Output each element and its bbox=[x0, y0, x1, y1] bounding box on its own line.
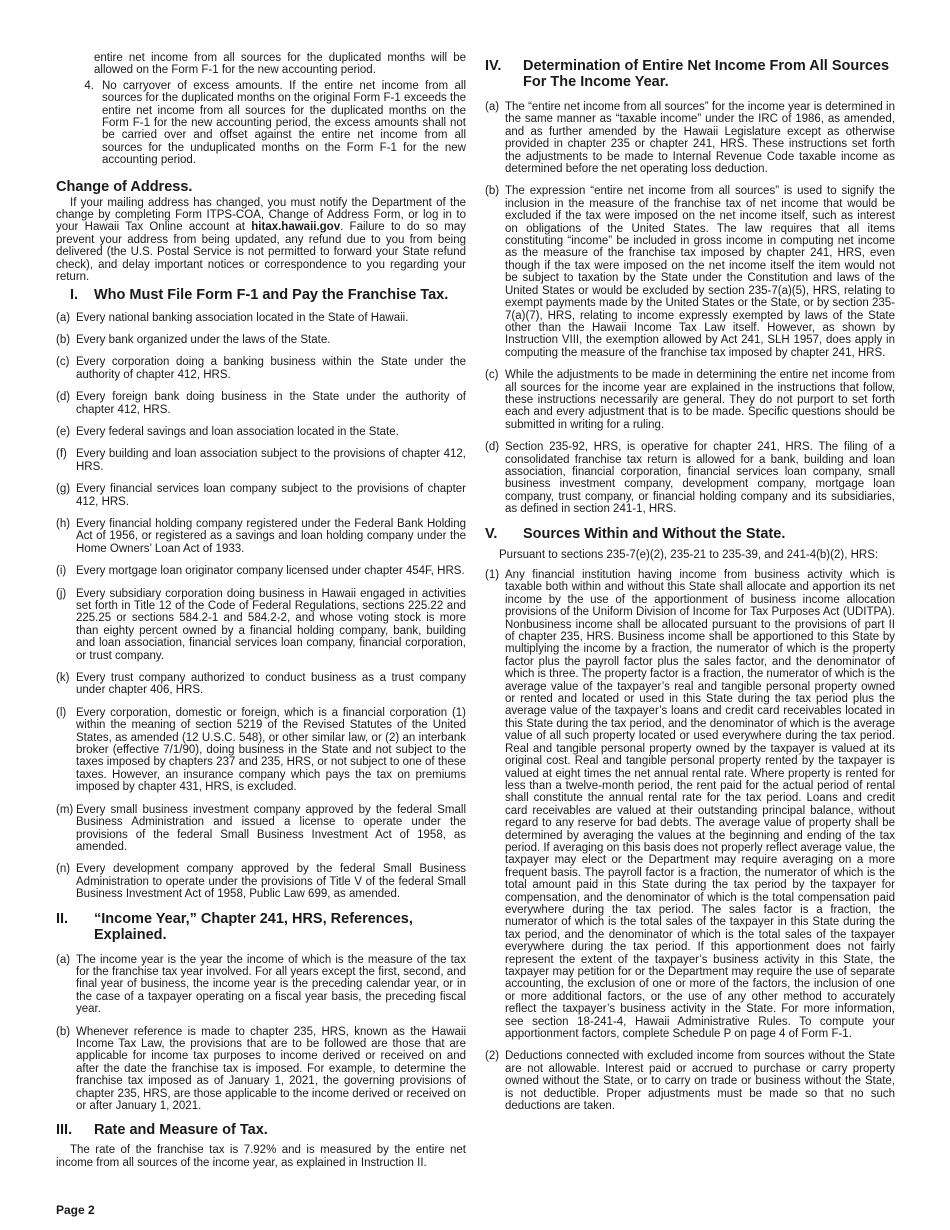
list-item bbox=[56, 356, 466, 381]
item-label: (l) bbox=[56, 706, 67, 719]
item-text: Every national banking association located in the State of Hawaii. bbox=[76, 311, 409, 324]
list-item bbox=[56, 804, 466, 854]
item-text: Every subsidiary corporation doing business in Hawaii engaged in activities set forth in Title 12 of the Code of Federal Regulations, sections 225.22 and 225.25 or sections 584.2-1 and 584.2-2, and whose voting stock is more than eighty percent owned by a financial holding company, bank, building and loan association, financial services loan company, financial corporation, or trust company. bbox=[76, 587, 466, 662]
list-item bbox=[56, 954, 466, 1016]
item-label: 4. bbox=[84, 79, 94, 92]
item-label: (b) bbox=[56, 333, 71, 346]
section-title: Rate and Measure of Tax. bbox=[94, 1122, 268, 1139]
list-item bbox=[485, 569, 895, 1040]
list-item bbox=[56, 565, 466, 577]
item-text: Every development company approved by the federal Small Business Administration to operate under the provisions of Title V of the federal Small Business Investment Act of 1958, Public Law 699, as amended. bbox=[76, 863, 466, 901]
list-item bbox=[56, 312, 466, 324]
list-item bbox=[56, 588, 466, 662]
section-2-heading bbox=[56, 911, 466, 943]
section-numeral: IV. bbox=[485, 58, 502, 74]
item-text: No carryover of excess amounts. If the entire net income from all sources for the duplicated months on the original Form F-1 exceeds the entire net income from all sources for the duplicated months on the Form F-1 for the new accounting period, the excess amounts shall not be carried over and offset against the entire net income from all sources for the unduplicated months on the Form F-1 for the new accounting period. bbox=[102, 79, 466, 167]
section-title: Sources Within and Without the State. bbox=[523, 525, 786, 542]
section-3-heading bbox=[56, 1122, 466, 1138]
change-of-address-heading: Change of Address. bbox=[56, 178, 193, 195]
item-text: Every small business investment company approved by the federal Small Business Administration and issued a license to operate under the provisions of the federal Small Business Investment Act of 1958, as amended. bbox=[76, 803, 466, 853]
item-label: (a) bbox=[56, 953, 71, 966]
item-text: Every bank organized under the laws of the State. bbox=[76, 333, 331, 346]
item-label: (n) bbox=[56, 863, 71, 876]
item-text: Every trust company authorized to conduct business as a trust company under chapter 406, HRS. bbox=[76, 672, 466, 697]
section-title: Who Must File Form F-1 and Pay the Franchise Tax. bbox=[94, 286, 449, 303]
list-item bbox=[485, 185, 895, 359]
section-3-text: The rate of the franchise tax is 7.92% and is measured by the entire net income from all sources of the income year, as explained in Instruction II. bbox=[56, 1144, 466, 1169]
item-text: The expression “entire net income from all sources” is used to signify the inclusion in the measure of the franchise tax of net income that would be excluded if the tax were imposed on the net income itself, such as interest on obligations of the United States. The law requires that all items constituting “income” be included in gross income in computing net income as the measure of the franchise tax imposed by chapter 241, HRS, even though if the tax were imposed on the net income itself the item would not be subject to taxation by the State under the Constitution and laws of the United States or would be excluded by section 235-7(a)(5), HRS, relating to exempt payments made by the United States or the State, or by section 235-7(a)(7), HRS, relating to income expressly exempted by laws of the State other than the Hawaii Income Tax Law itself. However, as shown by Instruction VIII, the exemption allowed by Act 241, SLH 1957, does apply in computing the measure of the franchise tax imposed by chapter 241, HRS. bbox=[505, 185, 895, 359]
section-numeral: V. bbox=[485, 525, 498, 542]
item-text: Every mortgage loan originator company licensed under chapter 454F, HRS. bbox=[76, 565, 465, 578]
section-5-heading bbox=[485, 526, 895, 542]
list-item bbox=[485, 369, 895, 431]
item-label: (1) bbox=[485, 569, 500, 581]
item-text: The “entire net income from all sources” for the income year is determined in the same manner as “taxable income” under the IRC of 1986, as amended, and as further amended by the Hawaii Legislature except as otherwise provided in chapter 235 or chapter 241, HRS. These instructions set forth the adjustments to be made to Internal Revenue Code taxable income as determined before the net operating loss deduction. bbox=[505, 101, 895, 176]
item-text: Whenever reference is made to chapter 235, HRS, known as the Hawaii Income Tax Law, the provisions that are to be followed are those that are applicable for income tax purposes to income derived or received on and after the date the franchise tax is imposed. For example, to determine the franchise tax imposed as of January 1, 2021, the governing provisions of chapter 235, HRS, are those applicable to the income derived or received on or after January 1, 2021. bbox=[76, 1025, 466, 1112]
item-label: (a) bbox=[56, 311, 71, 324]
item-label: (a) bbox=[485, 101, 500, 113]
item-text: Every corporation doing a banking business within the State under the authority of chapter 412, HRS. bbox=[76, 356, 466, 381]
list-item bbox=[485, 101, 895, 175]
section-title: Determination of Entire Net Income From All Sources For The Income Year. bbox=[523, 58, 890, 90]
section-1-list bbox=[56, 312, 466, 901]
list-item bbox=[56, 334, 466, 346]
list-item bbox=[56, 483, 466, 508]
list-item bbox=[56, 426, 466, 438]
list-item bbox=[56, 391, 466, 416]
list-item bbox=[485, 441, 895, 515]
item-label: (b) bbox=[56, 1025, 71, 1038]
change-of-address-text-a: If your mailing address has changed, you must notify the Department of the change by completing Form ITPS-COA, Change of Address Form, or log in to your Hawaii Tax Online account at bbox=[56, 196, 466, 234]
item-label: (j) bbox=[56, 587, 67, 600]
section-numeral: II. bbox=[56, 910, 69, 927]
hitax-link[interactable]: hitax.hawaii.gov bbox=[251, 221, 341, 234]
list-item bbox=[56, 518, 466, 555]
item-label: (i) bbox=[56, 565, 67, 578]
item-label: (d) bbox=[485, 441, 500, 454]
item-text: While the adjustments to be made in determining the entire net income from all sources for the income year are explained in the instructions that follow, these instructions necessarily are general. They do not purport to set forth each and every adjustment that is to be made. Specific questions should be submitted in writing for a ruling. bbox=[505, 369, 895, 431]
item-label: (m) bbox=[56, 803, 74, 816]
section-1-heading bbox=[56, 287, 466, 303]
list-item-4 bbox=[56, 80, 466, 167]
item-label: (h) bbox=[56, 517, 71, 530]
item-text: Every financial holding company registered under the Federal Bank Holding Act of 1956, or registered as a savings and loan holding company under the Home Owners’ Loan Act of 1933. bbox=[76, 517, 466, 555]
item-label: (c) bbox=[485, 369, 499, 382]
paragraph-continued: entire net income from all sources for the duplicated months will be allowed on the Form F-1 for the new accounting period. bbox=[94, 52, 466, 77]
left-column bbox=[56, 52, 466, 1169]
section-numeral: I. bbox=[70, 286, 79, 303]
item-text: Any financial institution having income from business activity which is taxable both within and without this State shall allocate and apportion its net income by the use of the apportionment of business income allocation provisions of the Uniform Division of Income for Tax Purposes Act (UDITPA). Nonbusiness income shall be allocated pursuant to the provisions of part II of chapter 235, HRS. Business income shall be apportioned to this State by multiplying the income by a fraction, the numerator of which is the property factor plus the payroll factor plus the sales factor, and the denominator of which is three. The property factor is a fraction, the numerator of which is the average value of the taxpayer’s real and tangible personal property owned or rented and located or used in this State during the tax period plus the average value of the taxpayer’s loans and credit card receivables located in this State during the tax period, and the denominator of which is the average value of all such property located or used everywhere during the tax period. Real and tangible personal property owned by the taxpayer is valued at its original cost. Real and tangible personal property rented by the taxpayer is valued at eight times the net annual rental rate. Where property is rented for less than a twelve-month period, the rent paid for the actual period of rental shall constitute the annual rental rate for the tax period. Loans and credit card receivables are valued at their outstanding principal balance, without regard to any reserve for bad debts. The average value of property shall be determined by averaging the values at the beginning and ending of the tax period. If averaging on this basis does not properly reflect average value, the taxpayer may elect or the Department may require averaging on a more frequent basis. The payroll factor is a fraction, the numerator of which is the total amount paid in this State during the tax period by the taxpayer for compensation, and the denominator of which is the total compensation paid everywhere during the tax period. The sales factor is a fraction, the numerator of which is the total sales of the taxpayer in this State during the tax period, and the denominator of which is the total sales of the taxpayer everywhere during the tax period. If this apportionment does not fairly represent the extent of the taxpayer’s business activity in this State, the taxpayer may petition for or the Department may require the use of separate accounting, the exclusion of one or more of the factors, the inclusion of one or more additional factors, or the use of any other method to accurately reflect the taxpayer’s business activity in the State. For more information, see section 18-241-4, Hawaii Administrative Rules. To compute your apportionment factors, complete Schedule P on page 4 of Form F-1. bbox=[505, 569, 895, 1041]
item-text: Every corporation, domestic or foreign, which is a financial corporation (1) within the meaning of section 5219 of the Revised Statutes of the United States, as amended (12 U.S.C. 548), or other similar law, or (2) an interbank broker (effective 7/1/90), doing business in the State and not subject to the taxes imposed by chapters 237 and 235, HRS, or not subject to one of these taxes. However, an insurance company which pays the tax on premiums imposed by chapter 431, HRS, is excluded. bbox=[76, 706, 466, 794]
list-item bbox=[56, 1026, 466, 1113]
item-text: The income year is the year the income of which is the measure of the tax for the franchise tax year involved. For all years except the first, second, and final year of business, the income year is the preceding calendar year, or in the case of a taxpayer operating on a fiscal year basis, the preceding fiscal year. bbox=[76, 953, 466, 1016]
item-label: (d) bbox=[56, 391, 71, 404]
list-item bbox=[56, 672, 466, 697]
list-item bbox=[485, 1050, 895, 1112]
item-text: Section 235-92, HRS, is operative for chapter 241, HRS. The filing of a consolidated franchise tax return is allowed for a bank, building and loan association, financial corporation, financial services loan company, small business investment company, development company, mortgage loan company, trust company, or financial holding company and its subsidiaries, as defined in section 241-1, HRS. bbox=[505, 441, 895, 516]
item-text: Every financial services loan company subject to the provisions of chapter 412, HRS. bbox=[76, 483, 466, 508]
item-label: (k) bbox=[56, 672, 70, 685]
section-numeral: III. bbox=[56, 1122, 73, 1139]
section-4-heading bbox=[485, 58, 895, 90]
item-text: Every building and loan association subject to the provisions of chapter 412, HRS. bbox=[76, 448, 466, 473]
section-5-intro: Pursuant to sections 235-7(e)(2), 235-21 to 235-39, and 241-4(b)(2), HRS: bbox=[499, 548, 879, 561]
item-label: (e) bbox=[56, 425, 71, 438]
right-column bbox=[485, 52, 895, 1122]
section-title: “Income Year,” Chapter 241, HRS, References, Explained. bbox=[94, 910, 413, 943]
item-text: Every federal savings and loan association located in the State. bbox=[76, 425, 399, 438]
item-text: Every foreign bank doing business in the State under the authority of chapter 412, HRS. bbox=[76, 391, 466, 416]
list-item bbox=[56, 863, 466, 900]
change-of-address-text-b: . Failure to do so may prevent your address from being updated, any refund due to you from being delivered (the U.S. Postal Service is not permitted to forward your State refund check), and delay important notices or correspondence to you regarding your return. bbox=[56, 221, 467, 284]
change-of-address-text bbox=[56, 197, 466, 284]
item-text: Deductions connected with excluded income from sources without the State are not allowable. Interest paid or accrued to purchase or carry property owned without the State, or to carry on trade or business without the State, is not deductible. Proper adjustments must be made so that no such deductions are taken. bbox=[505, 1050, 895, 1113]
item-label: (f) bbox=[56, 448, 67, 461]
item-label: (c) bbox=[56, 356, 70, 369]
item-label: (g) bbox=[56, 483, 71, 496]
list-item bbox=[56, 448, 466, 473]
page-number: Page 2 bbox=[56, 1203, 95, 1217]
item-label: (b) bbox=[485, 185, 500, 198]
item-label: (2) bbox=[485, 1050, 500, 1063]
list-item bbox=[56, 707, 466, 794]
